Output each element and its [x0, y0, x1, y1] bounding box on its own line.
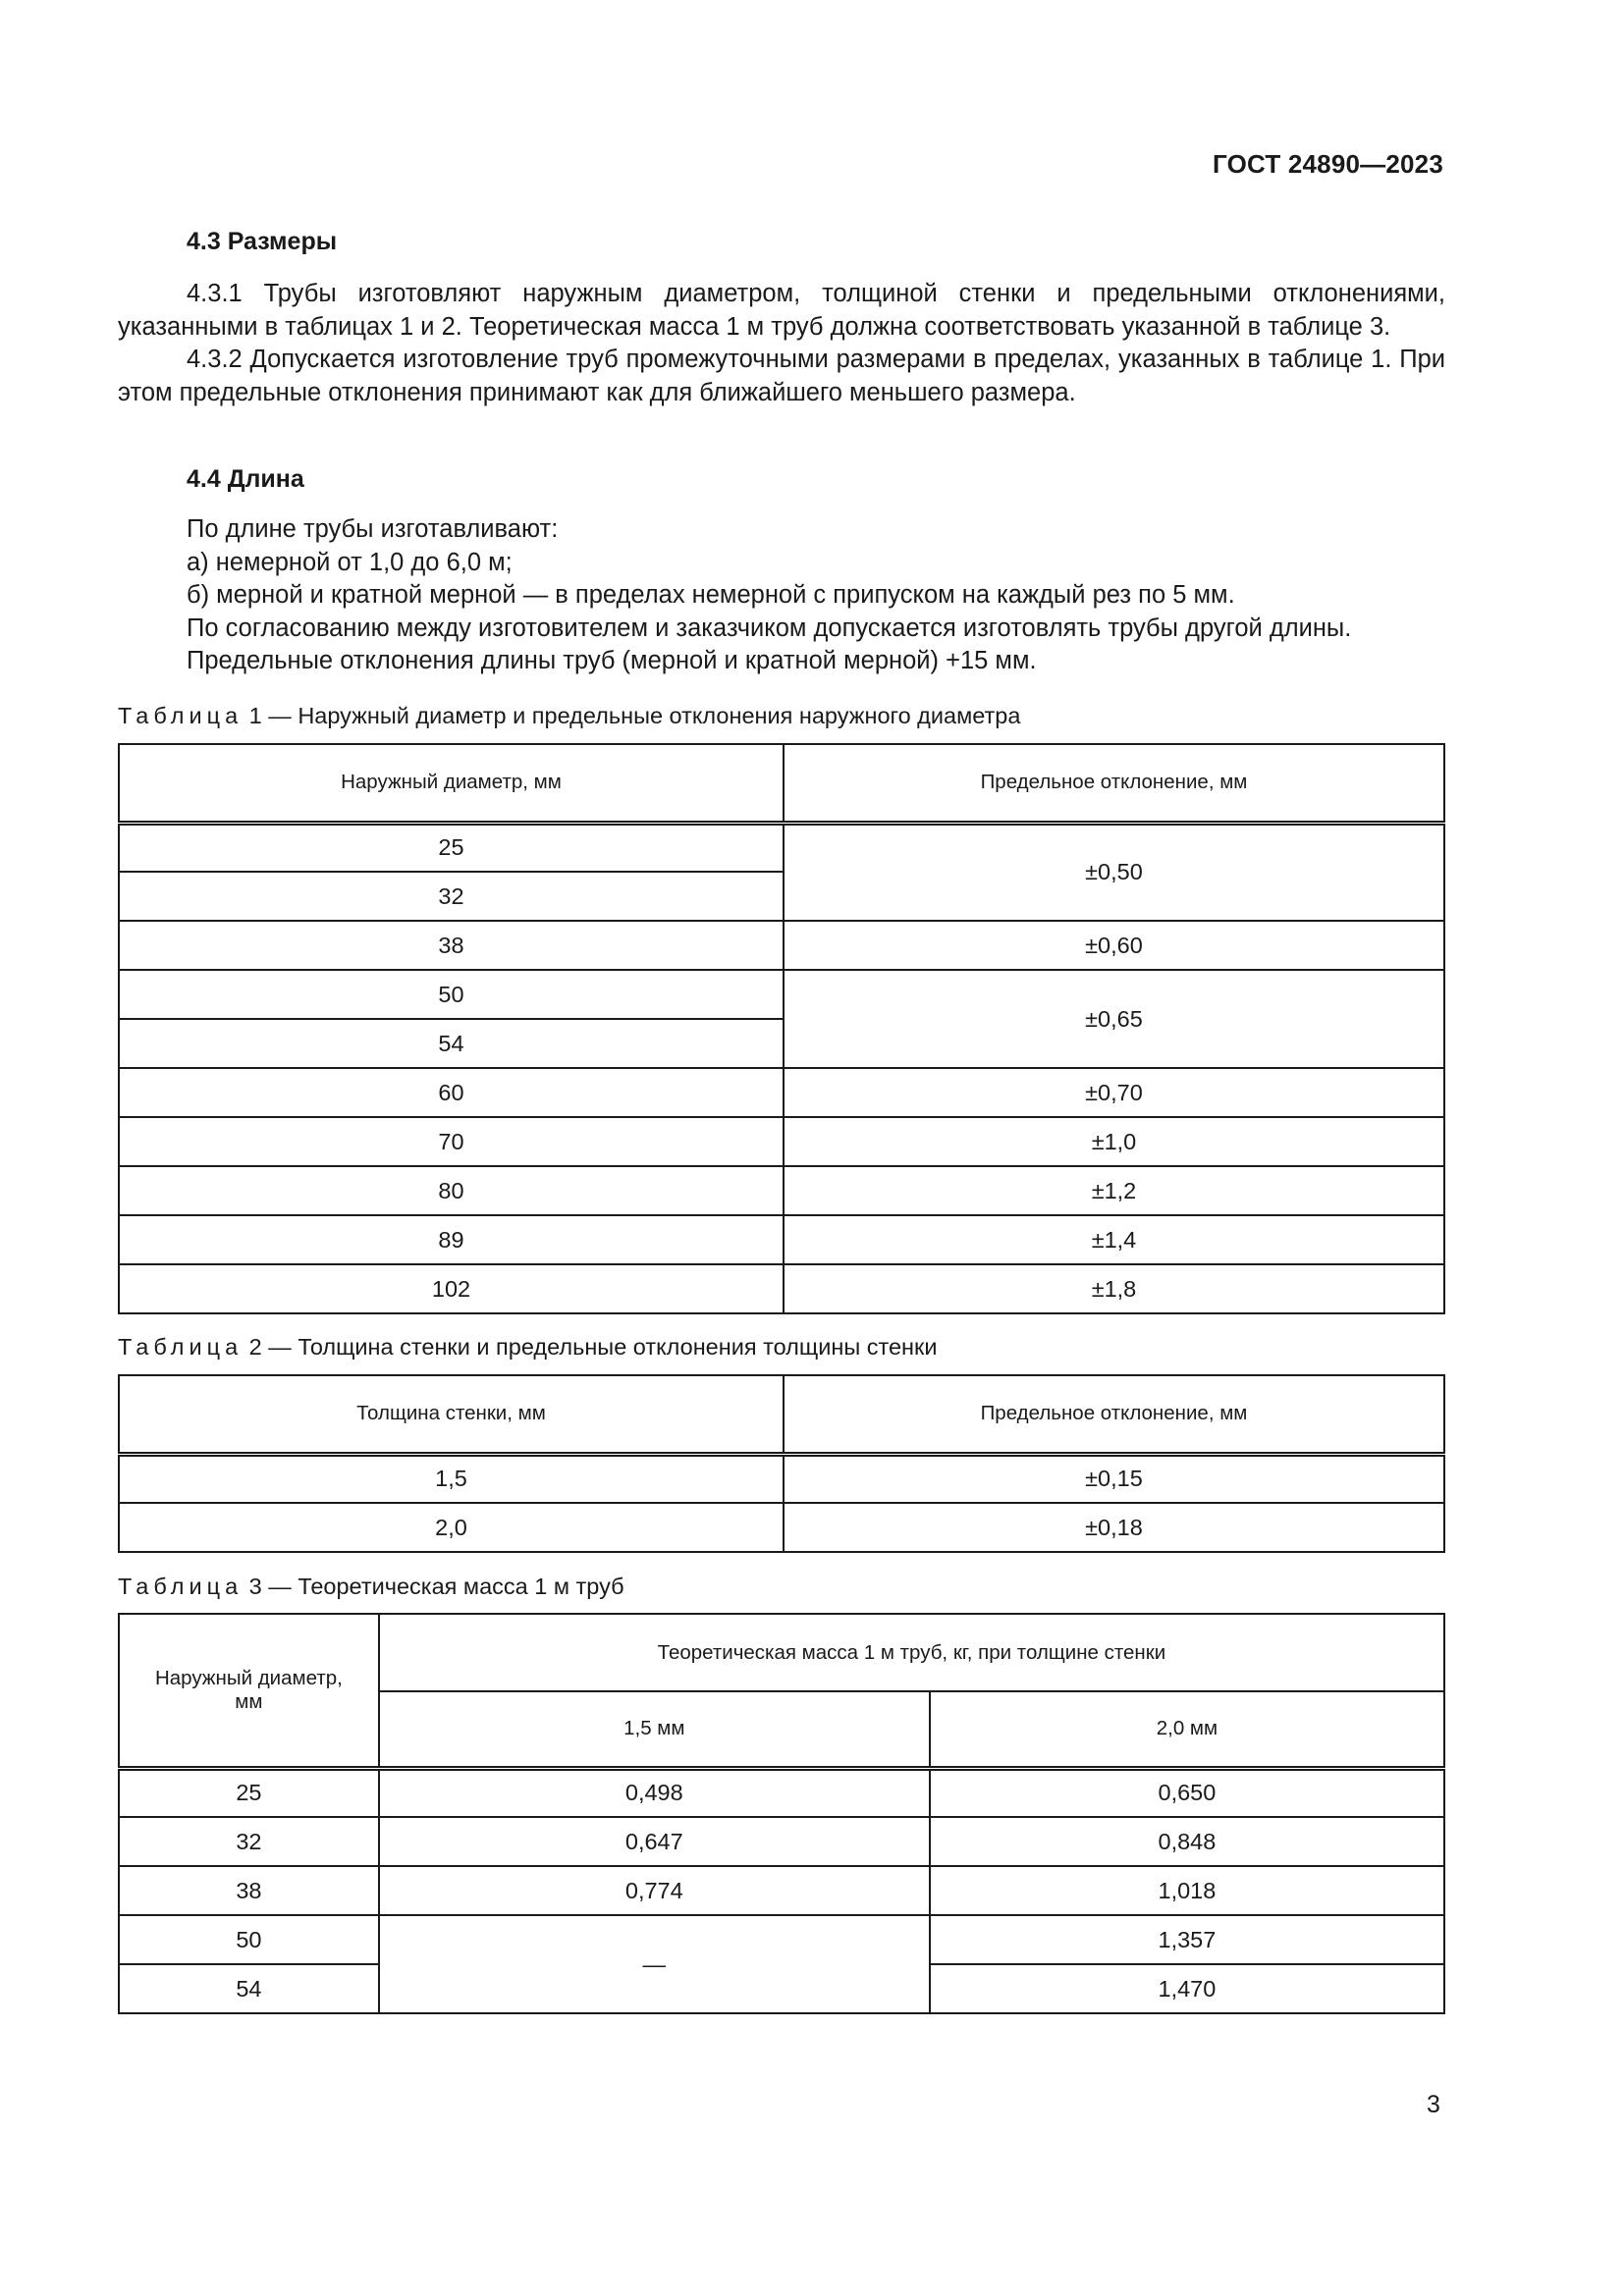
section-4-3-body	[118, 278, 1445, 409]
paragraph-4-3-2: 4.3.2 Допускается изготовление труб промежуточными размерами в пределах, указанных в таблице 1. При этом предельные отклонения принимают как для ближайшего меньшего размера.	[118, 346, 1445, 406]
page-number: 3	[1427, 2091, 1440, 2118]
section-title-4-4: 4.4 Длина	[187, 465, 304, 493]
caption-label: Таблица	[118, 1574, 244, 1599]
cell-deviation: ±1,8	[784, 1264, 1444, 1313]
length-item-a: а) немерной от 1,0 до 6,0 м;	[187, 548, 513, 576]
cell-diameter: 54	[119, 1964, 379, 2013]
table-row	[119, 970, 1444, 1019]
cell-mass-1-5-dash: —	[379, 1915, 930, 2013]
cell-thickness: 2,0	[119, 1503, 784, 1552]
cell-diameter: 38	[119, 1866, 379, 1915]
table-row	[119, 1866, 1444, 1915]
cell-deviation: ±1,2	[784, 1166, 1444, 1215]
cell-diameter: 25	[119, 823, 784, 872]
table-row	[119, 1068, 1444, 1117]
header-theoretical-mass: Теоретическая масса 1 м труб, кг, при толщине стенки	[379, 1614, 1444, 1691]
table-row	[119, 1503, 1444, 1552]
cell-mass-2-0: 0,848	[930, 1817, 1444, 1866]
document-code: ГОСТ 24890—2023	[1213, 149, 1443, 179]
header-deviation: Предельное отклонение, мм	[784, 1375, 1444, 1454]
table-wall-thickness	[118, 1374, 1445, 1553]
table-row	[119, 1817, 1444, 1866]
caption-label: Таблица	[118, 1334, 244, 1360]
caption-text: 1 — Наружный диаметр и предельные отклонения наружного диаметра	[243, 703, 1021, 728]
cell-deviation: ±1,4	[784, 1215, 1444, 1264]
length-tolerance: Предельные отклонения длины труб (мерной и кратной мерной) +15 мм.	[187, 647, 1037, 674]
header-thickness-1-5: 1,5 мм	[379, 1691, 930, 1768]
cell-diameter: 80	[119, 1166, 784, 1215]
header-deviation: Предельное отклонение, мм	[784, 744, 1444, 823]
table3-caption	[118, 1574, 624, 1600]
cell-mass-2-0: 1,470	[930, 1964, 1444, 2013]
cell-diameter: 50	[119, 970, 784, 1019]
cell-diameter: 32	[119, 872, 784, 921]
cell-mass-2-0: 0,650	[930, 1768, 1444, 1817]
cell-diameter: 25	[119, 1768, 379, 1817]
table-row	[119, 921, 1444, 970]
table-row	[119, 1915, 1444, 1964]
table-row	[119, 1264, 1444, 1313]
caption-text: 2 — Толщина стенки и предельные отклонения толщины стенки	[243, 1334, 938, 1360]
table-theoretical-mass	[118, 1613, 1445, 2014]
cell-diameter: 50	[119, 1915, 379, 1964]
section-title-4-3: 4.3 Размеры	[187, 228, 338, 255]
header-wall-thickness: Толщина стенки, мм	[119, 1375, 784, 1454]
cell-deviation: ±0,70	[784, 1068, 1444, 1117]
length-item-b: б) мерной и кратной мерной — в пределах немерной с припуском на каждый рез по 5 мм.	[187, 581, 1235, 609]
cell-diameter: 32	[119, 1817, 379, 1866]
cell-deviation: ±0,18	[784, 1503, 1444, 1552]
table-row	[119, 823, 1444, 872]
section-4-4-body	[187, 513, 1453, 678]
cell-deviation: ±0,15	[784, 1454, 1444, 1503]
table-outer-diameter	[118, 743, 1445, 1314]
table-row	[119, 1166, 1444, 1215]
table-row	[119, 1215, 1444, 1264]
cell-mass-2-0: 1,018	[930, 1866, 1444, 1915]
cell-diameter: 70	[119, 1117, 784, 1166]
cell-diameter: 38	[119, 921, 784, 970]
caption-text: 3 — Теоретическая масса 1 м труб	[243, 1574, 624, 1599]
header-outer-diameter: Наружный диаметр, мм	[119, 1614, 379, 1768]
cell-diameter: 89	[119, 1215, 784, 1264]
length-intro: По длине трубы изготавливают:	[187, 515, 559, 543]
cell-thickness: 1,5	[119, 1454, 784, 1503]
table2-caption	[118, 1334, 937, 1361]
cell-mass-1-5: 0,498	[379, 1768, 930, 1817]
table-row	[119, 1454, 1444, 1503]
cell-deviation: ±1,0	[784, 1117, 1444, 1166]
table-row	[119, 1117, 1444, 1166]
cell-diameter: 54	[119, 1019, 784, 1068]
header-thickness-2-0: 2,0 мм	[930, 1691, 1444, 1768]
cell-mass-1-5: 0,647	[379, 1817, 930, 1866]
table-row	[119, 1768, 1444, 1817]
cell-deviation: ±0,50	[784, 823, 1444, 921]
cell-mass-2-0: 1,357	[930, 1915, 1444, 1964]
cell-deviation: ±0,65	[784, 970, 1444, 1068]
cell-diameter: 102	[119, 1264, 784, 1313]
cell-diameter: 60	[119, 1068, 784, 1117]
length-agreement: По согласованию между изготовителем и заказчиком допускается изготовлять трубы другой длины.	[187, 614, 1352, 642]
cell-deviation: ±0,60	[784, 921, 1444, 970]
cell-mass-1-5: 0,774	[379, 1866, 930, 1915]
table1-caption	[118, 703, 1020, 729]
paragraph-4-3-1: 4.3.1 Трубы изготовляют наружным диаметром, толщиной стенки и предельными отклонениями, указанными в таблицах 1 и 2. Теоретическая масса 1 м труб должна соответствовать указанной в таблице 3.	[118, 280, 1445, 341]
header-outer-diameter: Наружный диаметр, мм	[119, 744, 784, 823]
caption-label: Таблица	[118, 703, 244, 728]
